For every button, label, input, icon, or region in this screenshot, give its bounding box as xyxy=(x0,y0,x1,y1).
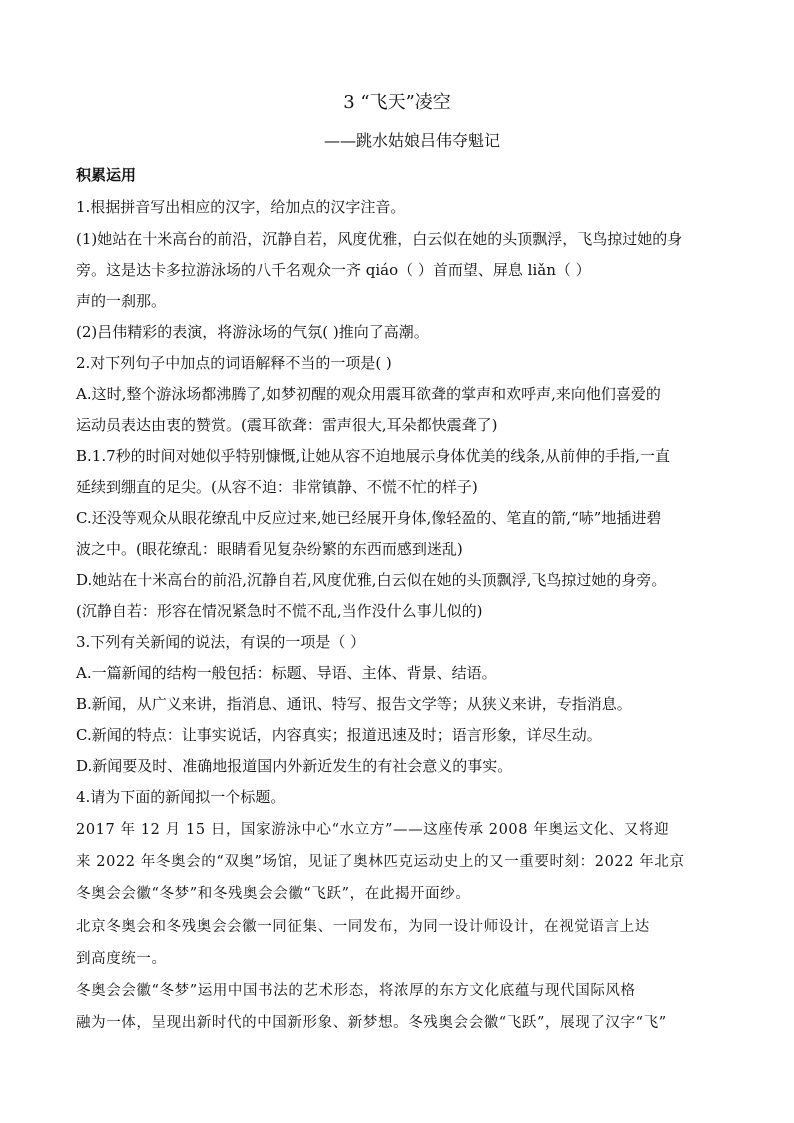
question-2: 2.对下列句子中加点的词语解释不当的一项是( ) xyxy=(76,354,392,372)
news-passage-line-6: 冬奥会会徽“冬梦”运用中国书法的艺术形态，将浓厚的东方文化底蕴与现代国际风格 xyxy=(76,983,636,999)
question-3: 3.下列有关新闻的说法，有误的一项是（ ） xyxy=(76,633,366,651)
option-3d: D.新闻要及时、准确地报道国内外新近发生的有社会意义的事实。 xyxy=(76,757,513,775)
news-passage-line-1: 2017 年 12 月 15 日，国家游泳中心“水立方”——这座传承 2008 年奥运文化、又将迎 xyxy=(76,822,670,838)
option-2c-line-1: C.还没等观众从眼花缭乱中反应过来,她已经展开身体,像轻盈的、笔直的箭,“哧”地插进碧 xyxy=(76,509,662,527)
section-heading: 积累运用 xyxy=(76,166,137,184)
option-3c: C.新闻的特点：让事实说话，内容真实；报道迅速及时；语言形象，详尽生动。 xyxy=(76,726,602,744)
news-passage-line-4: 北京冬奥会和冬残奥会会徽一同征集、一同发布，为同一设计师设计，在视觉语言上达 xyxy=(76,919,650,935)
news-passage-line-5: 到高度统一。 xyxy=(76,951,167,967)
news-passage-line-3: 冬奥会会徽“冬梦”和冬残奥会会徽“飞跃”，在此揭开面纱。 xyxy=(76,886,471,902)
lesson-title: 3 “飞天”凌空 xyxy=(343,92,451,113)
question-4: 4.请为下面的新闻拟一个标题。 xyxy=(76,788,286,806)
option-2c-line-2: 波之中。(眼花缭乱：眼睛看见复杂纷繁的东西而感到迷乱) xyxy=(76,540,463,558)
question-1: 1.根据拼音写出相应的汉字，给加点的汉字注音。 xyxy=(76,198,406,216)
option-3b: B.新闻，从广义来讲，指消息、通讯、特写、报告文学等；从狭义来讲，专指消息。 xyxy=(76,695,632,713)
option-2a-line-1: A.这时,整个游泳场都沸腾了,如梦初醒的观众用震耳欲聋的掌声和欢呼声,来向他们喜爱的 xyxy=(76,385,661,403)
option-2a-line-2: 运动员表达由衷的赞赏。(震耳欲聋：雷声很大,耳朵都快震聋了) xyxy=(76,416,498,434)
option-2d-line-2: (沉静自若：形容在情况紧急时不慌不乱,当作没什么事儿似的) xyxy=(76,602,483,620)
option-3a: A.一篇新闻的结构一般包括：标题、导语、主体、背景、结语。 xyxy=(76,664,497,682)
question-1-part-2: (2)吕伟精彩的表演，将游泳场的气氛( )推向了高潮。 xyxy=(76,323,429,341)
question-1-part-1-line-3: 声的一刹那。 xyxy=(76,292,167,310)
lesson-subtitle: ——跳水姑娘吕伟夺魁记 xyxy=(323,131,500,150)
option-2d-line-1: D.她站在十米高台的前沿,沉静自若,风度优雅,白云似在她的头顶飘浮,飞鸟掠过她的身旁。 xyxy=(76,571,667,589)
question-1-part-1-line-1: (1)她站在十米高台的前沿，沉静自若，风度优雅，白云似在她的头顶飘浮，飞鸟掠过她的身 xyxy=(76,230,683,248)
news-passage-line-7: 融为一体，呈现出新时代的中国新形象、新梦想。冬残奥会会徽“飞跃”，展现了汉字“飞” xyxy=(76,1015,667,1031)
news-passage-line-2: 来 2022 年冬奥会的“双奥”场馆，见证了奥林匹克运动史上的又一重要时刻：2022 年北京 xyxy=(76,854,685,870)
option-2b-line-2: 延续到绷直的足尖。(从容不迫：非常镇静、不慌不忙的样子) xyxy=(76,478,478,496)
option-2b-line-1: B.1.7秒的时间对她似乎特别慷慨,让她从容不迫地展示身体优美的线条,从前伸的手指,一直 xyxy=(76,447,670,465)
question-1-part-1-line-2: 旁。这是达卡多拉游泳场的八千名观众一齐 qiáo（ ）首而望、屏息 liǎn（ ） xyxy=(76,261,591,279)
